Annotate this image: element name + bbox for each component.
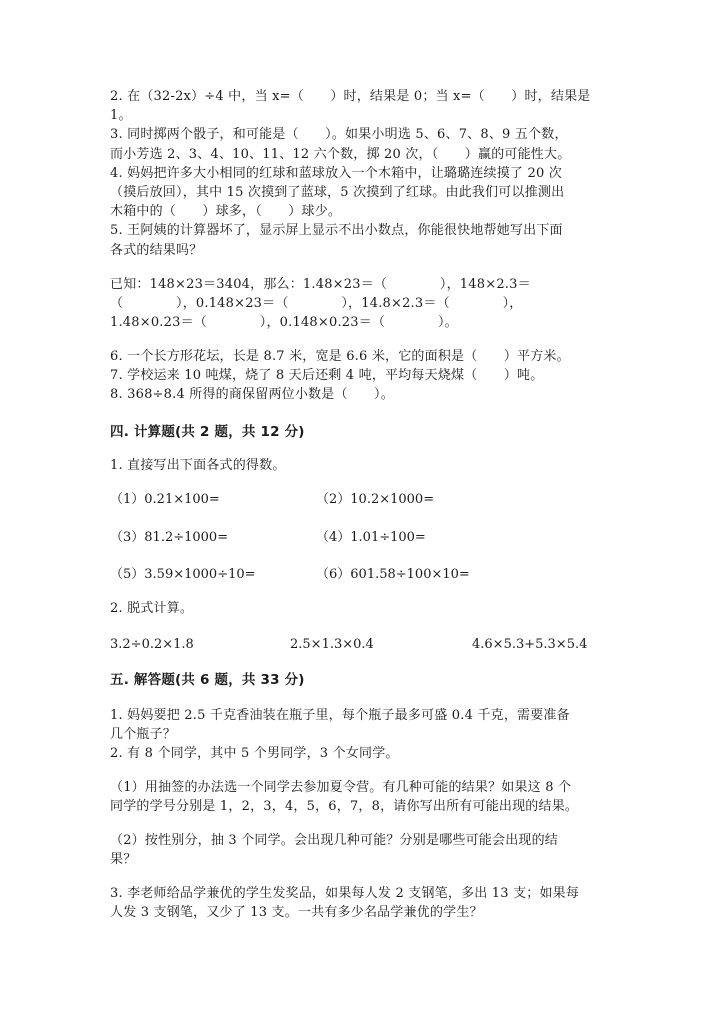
question-7: 7. 学校运来 10 吨煤，烧了 8 天后还剩 4 吨，平均每天烧煤（ ）吨。 [110,368,544,383]
question-3-line-2: 而小芳选 2、3、4、10、11、12 六个数，掷 20 次，（ ）赢的可能性大。 [110,147,571,162]
question-4-line-3: 木箱中的（ ）球多，（ ）球少。 [110,204,342,219]
question-2-line-1: 2. 在（32-2x）÷4 中，当 x=（ ）时，结果是 0；当 x=（ ）时，结果是 [110,89,591,104]
sec5-q3-line-2: 人发 3 支钢笔，又少了 13 支。一共有多少名品学兼优的学生？ [110,905,483,920]
calc-item-5: （5）3.59×1000÷10= [110,567,256,582]
sec5-q2b-line-1: （2）按性别分，抽 3 个同学。会出现几种可能？分别是哪些可能会出现的结 [110,833,559,848]
sec5-q2a-line-1: （1）用抽签的办法选一个同学去参加夏令营。有几种可能的结果？如果这 8 个 [110,780,572,795]
sec4-q2-title: 2. 脱式计算。 [110,601,194,616]
section-5-title: 五. 解答题(共 6 题，共 33 分) [110,672,305,688]
step-calc-item-2: 2.5×1.3×0.4 [290,637,374,652]
calc-item-6: （6）601.58÷100×10= [316,567,470,582]
section-4-title: 四. 计算题(共 2 题，共 12 分) [110,424,305,440]
question-5-line-2: 各式的结果吗？ [110,243,203,258]
question-8: 8. 368÷8.4 所得的商保留两位小数是（ ）。 [110,387,394,402]
sec5-q2-line-1: 2. 有 8 个同学，其中 5 个男同学，3 个女同学。 [110,746,399,761]
calc-item-3: （3）81.2÷1000= [110,530,229,545]
question-5-line-3: 已知：148×23＝3404，那么：1.48×23＝（ ），148×2.3＝ [110,277,531,292]
calc-item-2: （2）10.2×1000= [316,492,435,507]
calc-item-4: （4）1.01÷100= [316,530,426,545]
sec5-q1-line-1: 1. 妈妈要把 2.5 千克香油装在瓶子里，每个瓶子最多可盛 0.4 千克，需要准备 [110,708,570,723]
sec5-q2a-line-2: 同学的学号分别是 1，2，3，4，5，6，7，8，请你写出所有可能出现的结果。 [110,799,579,814]
question-2-line-2: 1。 [110,108,132,123]
question-5-line-1: 5. 王阿姨的计算器坏了，显示屏上显示不出小数点，你能很快地帮她写出下面 [110,223,563,238]
sec5-q3-line-1: 3. 李老师给品学兼优的学生发奖品，如果每人发 2 支钢笔，多出 13 支；如果每 [110,886,580,901]
question-3-line-1: 3. 同时掷两个骰子，和可能是（ ）。如果小明选 5、6、7、8、9 五个数， [110,127,568,142]
question-5-line-5: 1.48×0.23＝（ ），0.148×0.23＝（ ）。 [110,315,458,330]
step-calc-item-3: 4.6×5.3+5.3×5.4 [472,637,588,652]
question-4-line-2: （摸后放回），其中 15 次摸到了蓝球，5 次摸到了红球。由此我们可以推测出 [110,185,565,200]
sec5-q2b-line-2: 果？ [110,852,137,867]
calc-item-1: （1）0.21×100= [110,492,220,507]
question-4-line-1: 4. 妈妈把许多大小相同的红球和蓝球放入一个木箱中，让璐璐连续摸了 20 次 [110,166,562,181]
sec4-q1-title: 1. 直接写出下面各式的得数。 [110,458,286,473]
sec5-q1-line-2: 几个瓶子？ [110,727,177,742]
question-6: 6. 一个长方形花坛，长是 8.7 米，宽是 6.6 米，它的面积是（ ）平方米。 [110,349,570,364]
question-5-line-4: （ ），0.148×23＝（ ），14.8×2.3＝（ ）， [110,296,523,311]
step-calc-item-1: 3.2÷0.2×1.8 [110,637,194,652]
